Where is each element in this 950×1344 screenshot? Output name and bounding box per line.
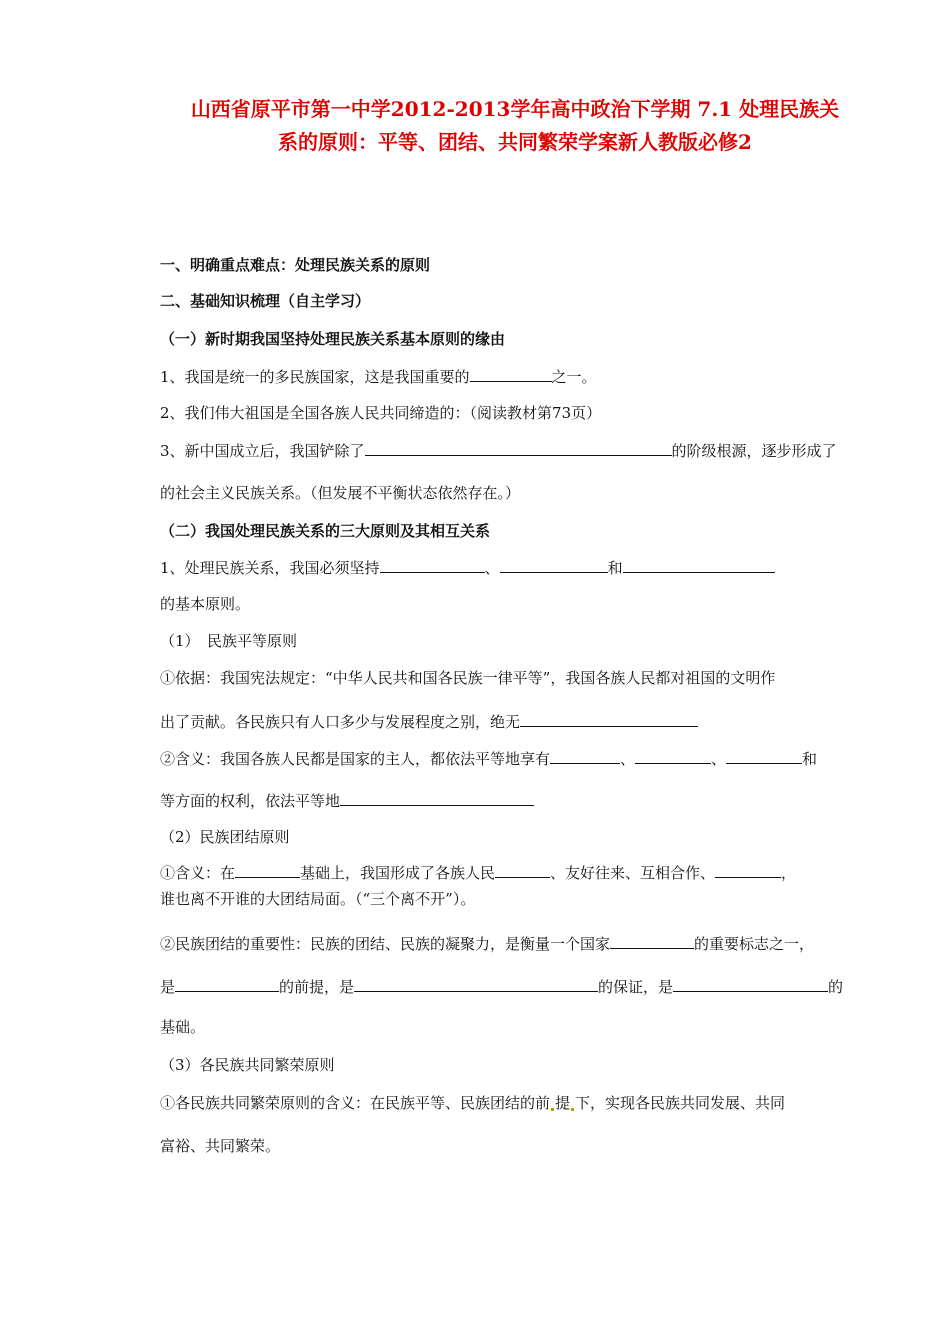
unity-heading: （2）民族团结原则 <box>160 828 290 846</box>
fill-blank[interactable] <box>495 862 550 878</box>
unity-text: 、友好往来、互相合作、 <box>550 864 716 882</box>
fill-blank[interactable] <box>354 976 598 992</box>
item-1-text: 1、我国是统一的多民族国家，这是我国重要的 <box>160 368 470 386</box>
equality-meaning-text: ②含义：我国各族人民都是国家的主人，都依法平等地享有 <box>160 750 551 768</box>
fill-blank[interactable] <box>673 976 828 992</box>
fill-blank[interactable] <box>715 862 781 878</box>
fill-blank[interactable] <box>610 933 694 949</box>
section-heading-1: 一、明确重点难点：处理民族关系的原则 <box>160 256 431 274</box>
fill-blank[interactable] <box>235 862 300 878</box>
unity-text: 的前提，是 <box>279 978 355 996</box>
mark-dot <box>551 1108 554 1111</box>
subsection-heading-1-text: （一）新时期我国坚持处理民族关系基本原则的缘由 <box>160 330 506 348</box>
document-title-line1: 山西省原平市第一中学2012-2013学年高中政治下学期 7.1 处理民族关 <box>190 97 840 121</box>
fill-blank[interactable] <box>470 366 552 382</box>
unity-text: 的 <box>828 978 844 996</box>
equality-heading: （1） 民族平等原则 <box>160 632 298 650</box>
principles-item <box>160 557 775 578</box>
item-3 <box>160 440 837 461</box>
document-title-line2: 系的原则：平等、团结、共同繁荣学案新人教版必修2 <box>278 130 752 154</box>
unity-importance-tail: 的重要标志之一， <box>694 935 815 953</box>
separator: 、 <box>484 559 500 577</box>
fill-blank[interactable] <box>623 557 775 573</box>
fill-blank[interactable] <box>175 976 279 992</box>
subsection-heading-2: （二）我国处理民族关系的三大原则及其相互关系 <box>160 522 491 540</box>
fill-blank[interactable] <box>550 748 620 764</box>
prosperity-meaning-continued: 富裕、共同繁荣。 <box>160 1137 281 1155</box>
unity-text: ， <box>781 864 797 882</box>
fill-blank[interactable] <box>635 748 711 764</box>
fill-blank[interactable] <box>365 440 672 456</box>
item-1 <box>160 366 597 387</box>
unity-importance <box>160 933 814 954</box>
prosperity-text: 下，实现各民族共同发展、共同 <box>575 1094 786 1112</box>
fill-blank[interactable] <box>340 790 534 806</box>
unity-text: ①含义：在 <box>160 864 236 882</box>
item-1-tail: 之一。 <box>551 368 597 386</box>
unity-meaning-continued: 谁也离不开谁的大团结局面。（“三个离不开”）。 <box>160 890 476 908</box>
fill-blank[interactable] <box>520 711 698 727</box>
subsection-heading-1 <box>160 329 505 349</box>
unity-text: 的保证，是 <box>598 978 674 996</box>
fill-blank[interactable] <box>726 748 802 764</box>
equality-basis-continued <box>160 711 698 732</box>
separator: 和 <box>607 559 623 577</box>
prosperity-meaning <box>160 1093 785 1113</box>
unity-meaning <box>160 862 796 883</box>
equality-meaning-continued <box>160 790 534 811</box>
prosperity-heading: （3）各民族共同繁荣原则 <box>160 1056 335 1074</box>
unity-text: 基础上，我国形成了各族人民 <box>300 864 496 882</box>
unity-importance-continued <box>160 976 843 997</box>
and-word: 和 <box>802 750 818 768</box>
item-3-continued: 的社会主义民族关系。（但发展不平衡状态依然存在。） <box>160 484 521 502</box>
prosperity-text: 提 <box>555 1094 571 1112</box>
equality-basis: ①依据：我国宪法规定：“中华人民共和国各民族一律平等”，我国各族人民都对祖国的文明作 <box>160 669 776 687</box>
principles-text: 1、处理民族关系，我国必须坚持 <box>160 559 380 577</box>
equality-basis-text: 出了贡献。各民族只有人口多少与发展程度之别，绝无 <box>160 713 521 731</box>
fill-blank[interactable] <box>380 557 485 573</box>
unity-text: 是 <box>160 978 176 996</box>
prosperity-text: ①各民族共同繁荣原则的含义：在民族平等、民族团结的前 <box>160 1094 551 1112</box>
item-2: 2、我们伟大祖国是全国各族人民共同缔造的：（阅读教材第73页） <box>160 404 602 422</box>
item-3-text: 3、新中国成立后，我国铲除了 <box>160 442 365 460</box>
unity-importance-text: ②民族团结的重要性：民族的团结、民族的凝聚力，是衡量一个国家 <box>160 935 611 953</box>
equality-meaning-text: 等方面的权利，依法平等地 <box>160 792 341 810</box>
equality-meaning <box>160 748 817 769</box>
separator: 、 <box>620 750 636 768</box>
principles-item-continued: 的基本原则。 <box>160 595 251 613</box>
separator: 、 <box>711 750 727 768</box>
fill-blank[interactable] <box>500 557 608 573</box>
unity-importance-end: 基础。 <box>160 1018 206 1036</box>
section-heading-2: 二、基础知识梳理（自主学习） <box>160 292 371 310</box>
mark-dot <box>571 1108 574 1111</box>
item-3-tail: 的阶级根源，逐步形成了 <box>671 442 837 460</box>
